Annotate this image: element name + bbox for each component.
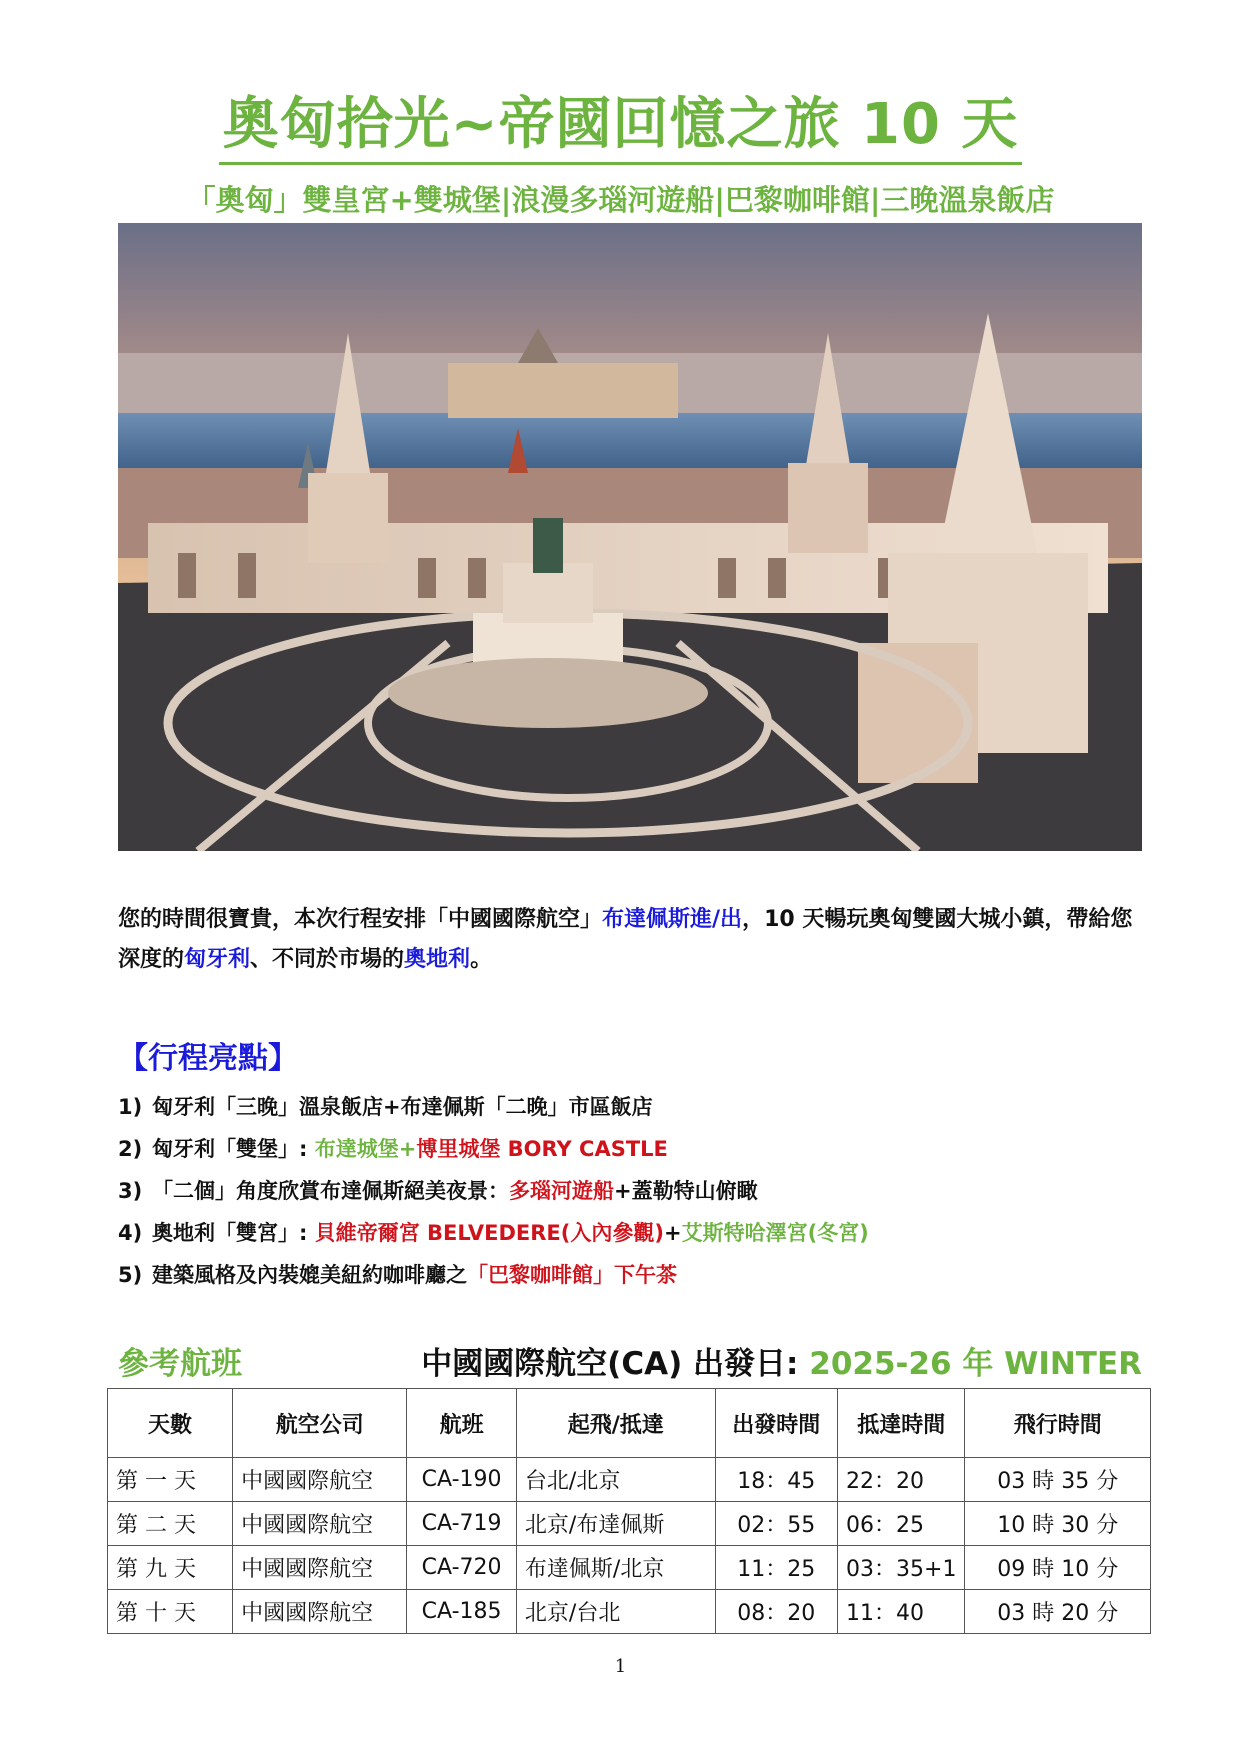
flights-col-header: 飛行時間 bbox=[965, 1389, 1151, 1458]
table-cell: 第 二 天 bbox=[108, 1502, 233, 1546]
highlight-item bbox=[118, 1170, 1158, 1212]
flights-col-header: 天數 bbox=[108, 1389, 233, 1458]
table-cell: CA-719 bbox=[407, 1502, 517, 1546]
table-cell: 第 九 天 bbox=[108, 1546, 233, 1590]
highlight-text: 奧地利「雙宮」: bbox=[152, 1221, 315, 1245]
intro-text-2: ，10 天暢玩奧匈雙國大城小鎮，帶給您深度的 bbox=[118, 907, 1133, 972]
intro-text-4: 。 bbox=[470, 947, 493, 972]
table-cell: 18：45 bbox=[715, 1458, 837, 1502]
flights-col-header: 起飛/抵達 bbox=[516, 1389, 715, 1458]
intro-hungary: 匈牙利 bbox=[184, 947, 251, 972]
table-cell: 中國國際航空 bbox=[233, 1458, 407, 1502]
flights-table-body bbox=[108, 1458, 1151, 1634]
highlight-text: 博里城堡 BORY CASTLE bbox=[416, 1137, 668, 1161]
flights-header bbox=[118, 1338, 1142, 1386]
table-cell: 10 時 30 分 bbox=[965, 1502, 1151, 1546]
table-cell: 03：35+1 bbox=[838, 1546, 965, 1590]
highlight-text: 建築風格及內裝媲美紐約咖啡廳之 bbox=[152, 1263, 467, 1287]
page-number: 1 bbox=[614, 1656, 627, 1677]
table-cell: 第 一 天 bbox=[108, 1458, 233, 1502]
highlight-text: 「巴黎咖啡館」下午茶 bbox=[467, 1263, 677, 1287]
highlight-text: +蓋勒特山俯瞰 bbox=[614, 1179, 758, 1203]
table-cell: 06：25 bbox=[838, 1502, 965, 1546]
flights-date-label: 2025-26 年 WINTER bbox=[809, 1346, 1142, 1382]
table-cell: 11：25 bbox=[715, 1546, 837, 1590]
highlights-title: 【行程亮點】 bbox=[118, 1041, 298, 1076]
highlight-item bbox=[118, 1128, 1158, 1170]
page-title bbox=[0, 80, 1241, 165]
highlight-text: 艾斯特哈澤宮(冬宮) bbox=[681, 1221, 869, 1245]
table-cell: 北京/台北 bbox=[516, 1590, 715, 1634]
highlight-text: + bbox=[663, 1221, 682, 1245]
flights-table bbox=[107, 1388, 1151, 1634]
highlight-item bbox=[118, 1212, 1158, 1254]
intro-gateway: 布達佩斯進/出 bbox=[602, 907, 743, 932]
highlight-number: 1) bbox=[118, 1095, 143, 1119]
highlight-text: 「二個」角度欣賞布達佩斯絕美夜景： bbox=[152, 1179, 509, 1203]
table-cell: CA-190 bbox=[407, 1458, 517, 1502]
table-cell: 中國國際航空 bbox=[233, 1590, 407, 1634]
table-cell: 22：20 bbox=[838, 1458, 965, 1502]
table-cell: 03 時 35 分 bbox=[965, 1458, 1151, 1502]
table-cell: 布達佩斯/北京 bbox=[516, 1546, 715, 1590]
table-row bbox=[108, 1590, 1151, 1634]
intro-text-3: 、不同於市場的 bbox=[250, 947, 405, 972]
table-cell: 中國國際航空 bbox=[233, 1546, 407, 1590]
flights-airline-label: 中國國際航空(CA) 出發日: bbox=[421, 1346, 810, 1382]
table-cell: 09 時 10 分 bbox=[965, 1546, 1151, 1590]
flights-col-header: 航班 bbox=[407, 1389, 517, 1458]
flights-col-header: 抵達時間 bbox=[838, 1389, 965, 1458]
highlight-number: 4) bbox=[118, 1221, 143, 1245]
highlight-text: 匈牙利「三晚」溫泉飯店+布達佩斯「二晚」市區飯店 bbox=[152, 1095, 653, 1119]
flights-section-label: 參考航班 bbox=[118, 1346, 242, 1382]
table-cell: CA-720 bbox=[407, 1546, 517, 1590]
highlight-number: 5) bbox=[118, 1263, 143, 1287]
highlight-item bbox=[118, 1086, 1158, 1128]
flights-table-header-row bbox=[108, 1389, 1151, 1458]
highlight-text: 匈牙利「雙堡」: bbox=[152, 1137, 315, 1161]
highlights-list bbox=[118, 1086, 1158, 1296]
table-row bbox=[108, 1502, 1151, 1546]
table-cell: 第 十 天 bbox=[108, 1590, 233, 1634]
table-cell: 08：20 bbox=[715, 1590, 837, 1634]
table-cell: CA-185 bbox=[407, 1590, 517, 1634]
highlight-number: 3) bbox=[118, 1179, 143, 1203]
hero-photo-fishermans-bastion bbox=[118, 223, 1142, 851]
flights-col-header: 出發時間 bbox=[715, 1389, 837, 1458]
table-row bbox=[108, 1458, 1151, 1502]
highlight-number: 2) bbox=[118, 1137, 143, 1161]
title-text: 奧匈拾光~帝國回憶之旅 10 天 bbox=[219, 80, 1023, 165]
table-cell: 11：40 bbox=[838, 1590, 965, 1634]
table-cell: 中國國際航空 bbox=[233, 1502, 407, 1546]
intro-paragraph bbox=[118, 900, 1148, 980]
table-row bbox=[108, 1546, 1151, 1590]
page-subtitle: 「奧匈」雙皇宮+雙城堡|浪漫多瑙河遊船|巴黎咖啡館|三晚溫泉飯店 bbox=[186, 183, 1055, 217]
table-cell: 台北/北京 bbox=[516, 1458, 715, 1502]
table-cell: 02：55 bbox=[715, 1502, 837, 1546]
table-cell: 03 時 20 分 bbox=[965, 1590, 1151, 1634]
highlight-text: 多瑙河遊船 bbox=[509, 1179, 614, 1203]
intro-austria: 奧地利 bbox=[404, 947, 471, 972]
highlight-item bbox=[118, 1254, 1158, 1296]
highlight-text: + bbox=[398, 1137, 417, 1161]
highlight-text: 貝維帝爾宮 BELVEDERE(入內參觀) bbox=[314, 1221, 664, 1245]
flights-airline-date bbox=[421, 1338, 1142, 1383]
highlight-text: 布達城堡 bbox=[314, 1137, 399, 1161]
table-cell: 北京/布達佩斯 bbox=[516, 1502, 715, 1546]
intro-text-1: 您的時間很寶貴，本次行程安排「中國國際航空」 bbox=[118, 907, 603, 932]
flights-col-header: 航空公司 bbox=[233, 1389, 407, 1458]
